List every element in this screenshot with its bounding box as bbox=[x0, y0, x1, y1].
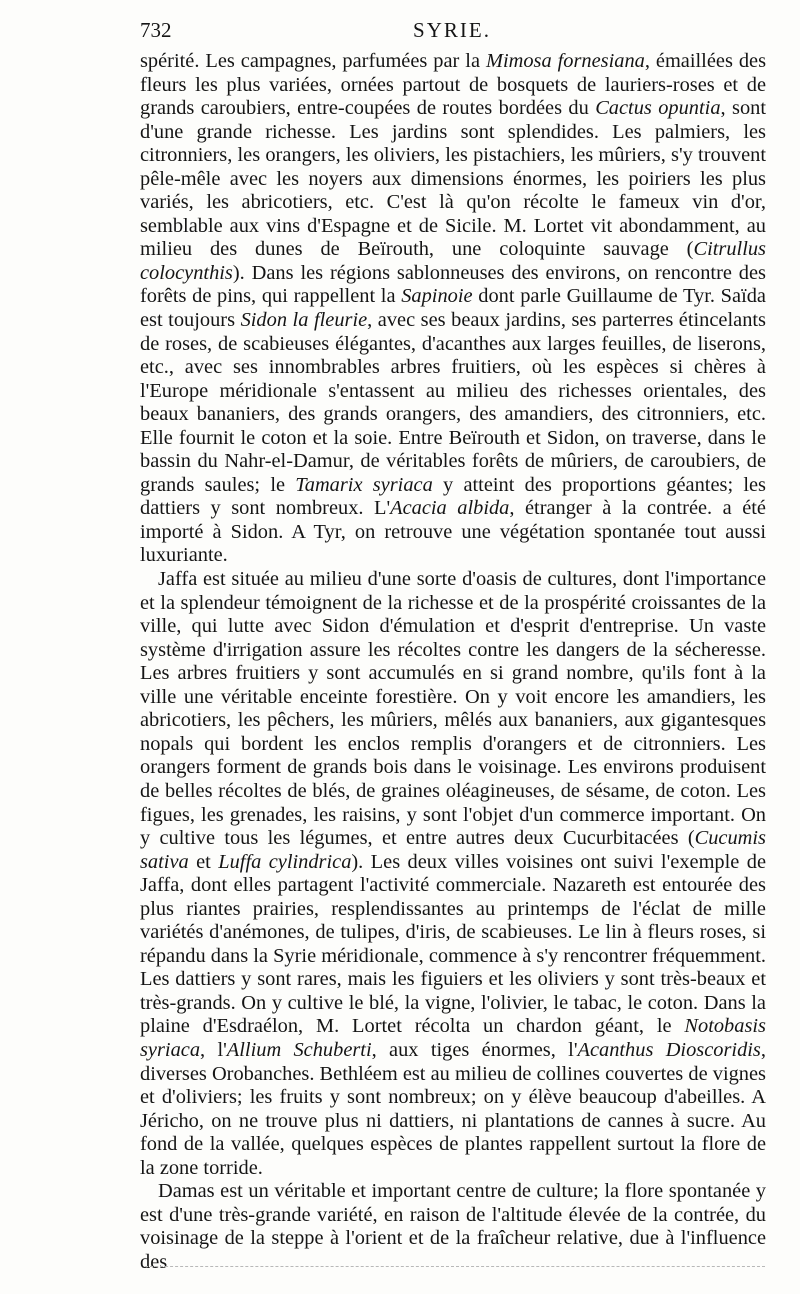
text-run: , émaillées des fleurs les plus variées, ornées partout de bosquets de lauriers-roses et de grands caroubiers, entre-coupées de routes bordées du bbox=[140, 50, 767, 120]
italic-term: Allium Schuberti bbox=[226, 1038, 372, 1061]
running-title: SYRIE. bbox=[413, 18, 491, 42]
text-run: , sont d'une grande richesse. Les jardins sont splendides. Les palmiers, les citronniers, les orangers, les oliviers, les pistachiers, les mûriers, s'y trouvent pêle-mêle avec les noyers aux dimensions énormes, les poiriers les plus variés, les abricotiers, etc. C'est là qu'on récolte le fameux vin d'or, semblable aux vins d'Espagne et de Sicile. M. Lortet vit abondamment, au milieu des dunes de Beïrouth, une coloquinte sauvage ( bbox=[140, 97, 767, 261]
text-run: et bbox=[188, 850, 219, 873]
text-run: ). Les deux villes voisines ont suivi l'exemple de Jaffa, dont elles partagent l'activité commerciale. Nazareth est entourée des plus riantes prairies, resplendissantes au printemps de l'éclat de mille variétés d'anémones, de tulipes, d'iris, de scabieuses. Le lin à fleurs roses, si répandu dans la Syrie méridionale, commence à s'y rencontrer fréquemment. Les dattiers y sont rares, mais les figuiers et les oliviers y sont très-beaux et très-grands. On y cultive le blé, la vigne, l'olivier, le tabac, le coton. Dans la plaine d'Esdraélon, M. Lortet récolta un chardon géant, le bbox=[140, 850, 766, 1038]
text-run: Jaffa est située au milieu d'une sorte d'oasis de cultures, dont l'importance et la splendeur témoignent de la richesse et de la prospérité croissantes de la ville, qui lutte avec Sidon d'émulation et d'esprit d'entreprise. Un vaste système d'irrigation assure les récoltes contre les dangers de la sécheresse. Les arbres fruitiers y sont accumulés en si grand nombre, qu'ils font à la ville une véritable enceinte forestière. On y voit encore les amandiers, les abricotiers, les pêchers, les mûriers, mêlés aux bananiers, aux gigantesques nopals qui bordent les enclos remplis d'orangers et de citronniers. Les orangers forment de grands bois dans le voisinage. Les environs produisent de belles récoltes de blés, de graines oléagineuses, de sésame, de coton. Les figues, les grenades, les raisins, y sont l'objet d'un commerce important. On y cultive tous les légumes, et entre autres deux Cucurbitacées ( bbox=[140, 568, 766, 850]
paragraph bbox=[140, 50, 766, 568]
text-run: , étranger à la contrée. a été importé à Sidon. A Tyr, on retrouve une végétation spontanée tout aussi luxuriante. bbox=[140, 497, 766, 567]
text-run: ). Dans les régions sablonneuses des environs, on rencontre des forêts de pins, qui rappellent la bbox=[140, 261, 766, 308]
italic-term: Sapinoie bbox=[401, 285, 473, 308]
italic-term: Sidon la fleurie bbox=[240, 309, 368, 332]
text-run: , aux tiges énormes, l' bbox=[371, 1038, 578, 1061]
footer-rule bbox=[145, 1266, 765, 1267]
page-header bbox=[140, 18, 764, 44]
text-run: , avec ses beaux jardins, ses parterres étincelants de roses, de scabieuses élégantes, d'acanthes aux larges feuilles, de liserons, etc., avec ses innombrables arbres fruitiers, où les espèces si chères à l'Europe méridionale s'entassent au milieu des richesses orientales, des beaux bananiers, des grands orangers, des amandiers, des citronniers, etc. Elle fournit le coton et la soie. Entre Beïrouth et Sidon, on traverse, dans le bassin du Nahr-el-Damur, de véritables forêts de mûriers, de caroubiers, de grands saules; le bbox=[140, 309, 766, 496]
text-run: y atteint des proportions géantes; les dattiers y sont nombreux. L' bbox=[140, 473, 766, 520]
text-run: spérité. Les campagnes, parfumées par la bbox=[140, 50, 486, 72]
italic-term: Acanthus Dioscoridis bbox=[577, 1038, 761, 1061]
text-run: , diverses Orobanches. Bethléem est au milieu de collines couvertes de vignes et d'oliviers; les fruits y sont nombreux; on y élève beaucoup d'abeilles. A Jéricho, on ne trouve plus ni dattiers, ni plantations de cannes à sucre. Au fond de la vallée, quelques espèces de plantes rappellent surtout la flore de la zone torride. bbox=[140, 1038, 766, 1179]
italic-term: Notobasis syriaca bbox=[140, 1015, 766, 1061]
body-text bbox=[140, 50, 766, 1274]
page-number: 732 bbox=[140, 18, 172, 42]
italic-term: Cactus opuntia bbox=[595, 97, 721, 120]
text-run: dont parle Guillaume de Tyr. Saïda est toujours bbox=[140, 285, 766, 332]
paragraph bbox=[140, 568, 766, 1180]
italic-term: Acacia albida bbox=[390, 497, 510, 520]
italic-term: Mimosa fornesiana bbox=[485, 50, 645, 72]
text-run: Damas est un véritable et important centre de culture; la flore spontanée y est d'une très-grande variété, en raison de l'altitude élevée de la contrée, du voisinage de la steppe à l'orient et de la fraîcheur relative, due à l'influence des bbox=[140, 1180, 766, 1273]
italic-term: Citrullus colocynthis bbox=[140, 238, 766, 284]
italic-term: Luffa cylindrica bbox=[218, 850, 352, 873]
paragraph bbox=[140, 1180, 766, 1274]
italic-term: Tamarix syriaca bbox=[295, 473, 433, 496]
italic-term: Cucumis sativa bbox=[140, 827, 766, 873]
text-run: , l' bbox=[200, 1038, 227, 1061]
